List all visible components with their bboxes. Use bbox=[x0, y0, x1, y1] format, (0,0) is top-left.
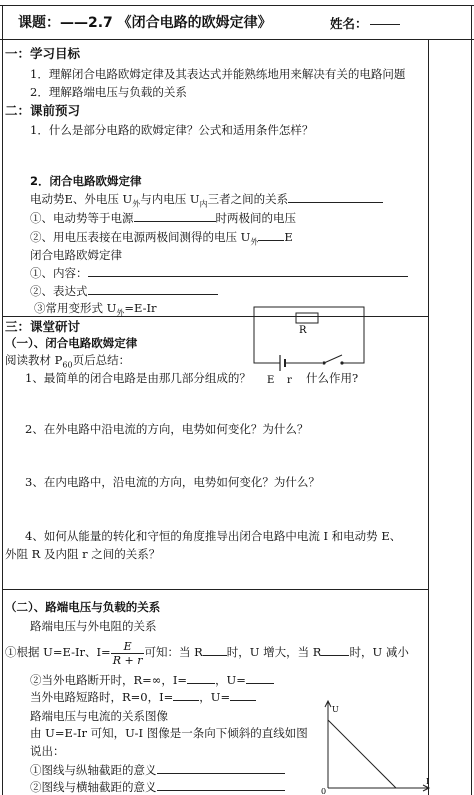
content-blank[interactable] bbox=[88, 265, 408, 277]
law-expression: ②、表达式 bbox=[30, 283, 218, 299]
name-field[interactable] bbox=[370, 24, 400, 25]
discussion-part2-heading: （二）、路端电压与负载的关系 bbox=[5, 600, 161, 614]
ui-graph bbox=[318, 698, 434, 795]
law-content: ①、内容： bbox=[30, 265, 408, 281]
left-border bbox=[2, 5, 3, 795]
intercept-horizontal: ②图线与横轴截距的意义 bbox=[30, 779, 285, 795]
row-divider-2 bbox=[2, 589, 428, 590]
switch-lever bbox=[324, 355, 342, 363]
ui-graph-title: 路端电压与电流的关系图像 bbox=[30, 709, 168, 723]
open-circuit-line: ②当外电路断开时，R=∞，I= ，U= bbox=[30, 672, 274, 688]
discussion-question-1: 1、最简单的闭合电路是由那几部分组成的？ bbox=[25, 371, 251, 385]
switch-contact-right bbox=[340, 361, 343, 364]
open-current-blank[interactable] bbox=[187, 672, 215, 684]
relation-line: 电动势E、外电压 $U_外$与内电压 $U_内$三者之间的关系 bbox=[30, 191, 383, 209]
origin-label: 0 bbox=[321, 787, 327, 795]
short-circuit-line: 当外电路短路时，R=0，I= ，U= bbox=[30, 689, 256, 705]
emf-item-2: ②、用电压表接在电源两极间测得的电压 $U_外$ E bbox=[30, 230, 293, 247]
resistor-symbol bbox=[296, 313, 318, 323]
discussion-question-3: 3、在内电路中，沿电流的方向，电势如何变化？为什么？ bbox=[25, 475, 320, 489]
emf-blank-2[interactable] bbox=[258, 229, 284, 241]
vertical-intercept-blank[interactable] bbox=[157, 762, 285, 774]
emf-item-1: ①、电动势等于电源 时两极间的电压 bbox=[30, 211, 296, 225]
goal-item-2: 2．理解路端电压与负载的关系 bbox=[30, 85, 187, 99]
section-heading-preview: 二：课前预习 bbox=[5, 103, 81, 118]
voltage-resistance-title: 路端电压与外电阻的关系 bbox=[30, 619, 157, 633]
preview-question-1: 1．什么是部分电路的欧姆定律？公式和适用条件怎样？ bbox=[30, 123, 314, 137]
section-heading-goals: 一：学习目标 bbox=[5, 46, 81, 61]
section-heading-discussion: 三：课堂研讨 bbox=[5, 319, 81, 334]
page-title: ——2.7 《闭合电路的欧姆定律》 bbox=[60, 15, 272, 31]
reading-note: 阅读教材 $P_{60}$页后总结： bbox=[5, 353, 131, 370]
open-voltage-blank[interactable] bbox=[246, 672, 274, 684]
right-column-divider bbox=[428, 39, 429, 795]
resistor-label: R bbox=[299, 325, 307, 336]
circuit-wire bbox=[254, 307, 364, 363]
horizontal-intercept-blank[interactable] bbox=[157, 779, 285, 791]
i-axis-label: I bbox=[426, 777, 430, 786]
intercept-vertical: ①图线与纵轴截距的意义 bbox=[30, 762, 285, 778]
r-decrease-blank[interactable] bbox=[321, 644, 349, 656]
law-subheading: 2．闭合电路欧姆定律 bbox=[30, 174, 142, 188]
discussion-part1-heading: （一）、闭合电路欧姆定律 bbox=[5, 336, 138, 350]
discussion-question-2: 2、在外电路中沿电流的方向，电势如何变化？为什么？ bbox=[25, 422, 309, 436]
header-bottom-border bbox=[0, 39, 474, 40]
ui-graph-description: 由 U=E-Ir 可知，U-I 图像是一条向下倾斜的直线如图 bbox=[30, 726, 308, 740]
ui-graph-prompt: 说出： bbox=[30, 744, 65, 758]
internal-resistance-label: r bbox=[287, 375, 292, 386]
current-fraction: $\frac{E}{R + r}$ bbox=[112, 639, 143, 667]
relation-blank[interactable] bbox=[288, 191, 383, 203]
law-variant: ③常用变形式 $U_外=E-Ir$ bbox=[34, 301, 157, 318]
short-voltage-blank[interactable] bbox=[230, 689, 256, 701]
discussion-question-1-tail: 什么作用? bbox=[306, 371, 359, 385]
top-border bbox=[0, 5, 474, 6]
emf-blank-1[interactable] bbox=[134, 210, 216, 222]
name-label: 姓名： bbox=[330, 16, 368, 31]
discussion-question-4-line2: 外阻 R 及内阻 r 之间的关系？ bbox=[5, 547, 161, 561]
law-title: 闭合电路欧姆定律 bbox=[30, 248, 122, 262]
short-current-blank[interactable] bbox=[173, 689, 199, 701]
emf-label: E bbox=[267, 375, 275, 386]
discussion-question-4-line1: 4、如何从能量的转化和守恒的角度推导出闭合电路中电流 I 和电动势 E、 bbox=[25, 529, 402, 543]
header-label: 课题： bbox=[18, 15, 60, 31]
formula-line: ①根据 U=E-Ir、I= $\frac{E}{R + r}$ 可知：当 R 时，U 增大，当 R 时，U 减小 bbox=[5, 639, 409, 667]
ui-line bbox=[328, 720, 396, 788]
right-border bbox=[471, 5, 472, 795]
expression-blank[interactable] bbox=[88, 283, 218, 295]
u-axis-label: U bbox=[332, 705, 339, 714]
goal-item-1: 1．理解闭合电路欧姆定律及其表达式并能熟练地用来解决有关的电路问题 bbox=[30, 67, 406, 81]
r-increase-blank[interactable] bbox=[203, 644, 227, 656]
